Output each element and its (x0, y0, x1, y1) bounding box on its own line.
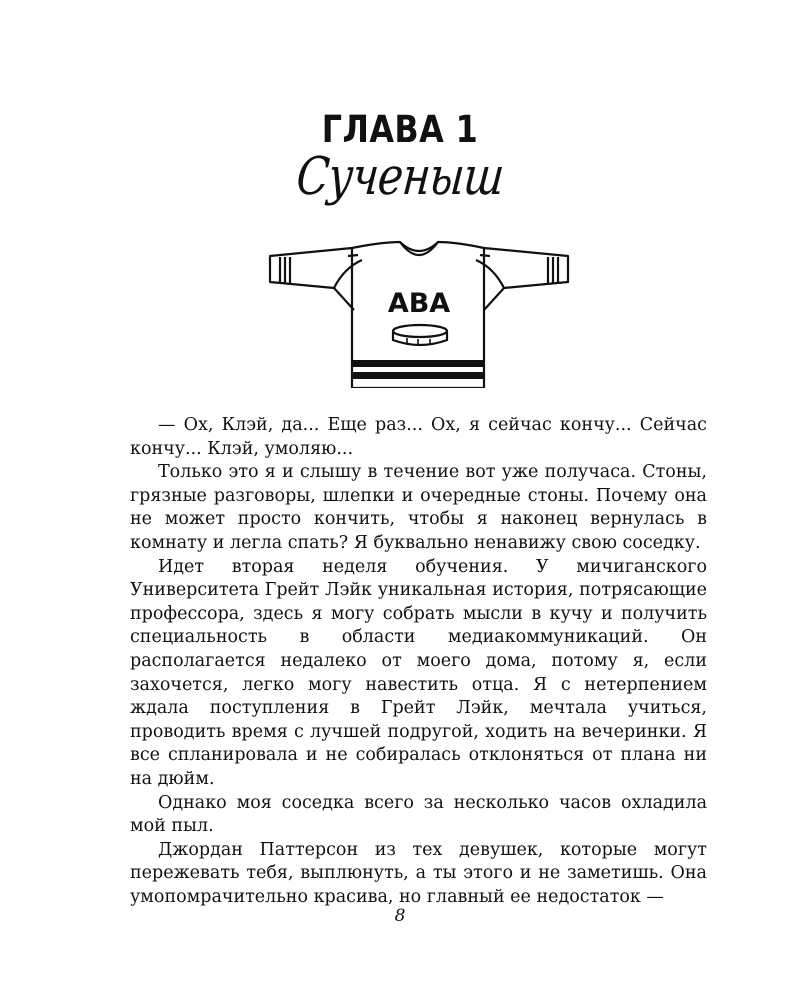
paragraph: — Ох, Клэй, да... Еще раз... Ох, я сейчас кончу... Сейчас кончу... Клэй, умоляю... (130, 415, 707, 459)
chapter-title: Сученыш (294, 147, 506, 207)
paragraph: Джордан Паттерсон из тех девушек, которые могут пережевать тебя, выплюнуть, а ты этого и не заметишь. Она умопомрачительно красива, но главный ее недостаток — (130, 839, 707, 907)
hockey-jersey-icon (262, 238, 576, 388)
paragraph: Только это я и слышу в течение вот уже получаса. Стоны, грязные разговоры, шлепки и очередные стоны. Почему она не может просто кончить, чтобы я наконец вернулась в комнату и легла спать? Я буквально ненавижу свою соседку. (130, 462, 707, 553)
page-number: 8 (394, 906, 406, 926)
paragraph: Однако моя соседка всего за несколько часов охладила мой пыл. (130, 792, 707, 837)
chapter-heading: ГЛАВА 1 (321, 108, 479, 151)
chapter-body (130, 414, 707, 909)
paragraph: Идет вторая неделя обучения. У мичиганского Университета Грейт Лэйк уникальная история, потрясающие профессора, здесь я могу собрать мысли в кучу и получить специальность в области медиакоммуникаций. Он располагается недалеко от моего дома, потому я, если захочется, легко могу навестить отца. Я с нетерпением ждала поступления в Грейт Лэйк, мечтала учиться, проводить время с лучшей подругой, ходить на вечеринки. Я все спланировала и не собиралась отклоняться от плана ни на дюйм. (130, 556, 707, 789)
jersey-letters: ABA (387, 288, 451, 319)
